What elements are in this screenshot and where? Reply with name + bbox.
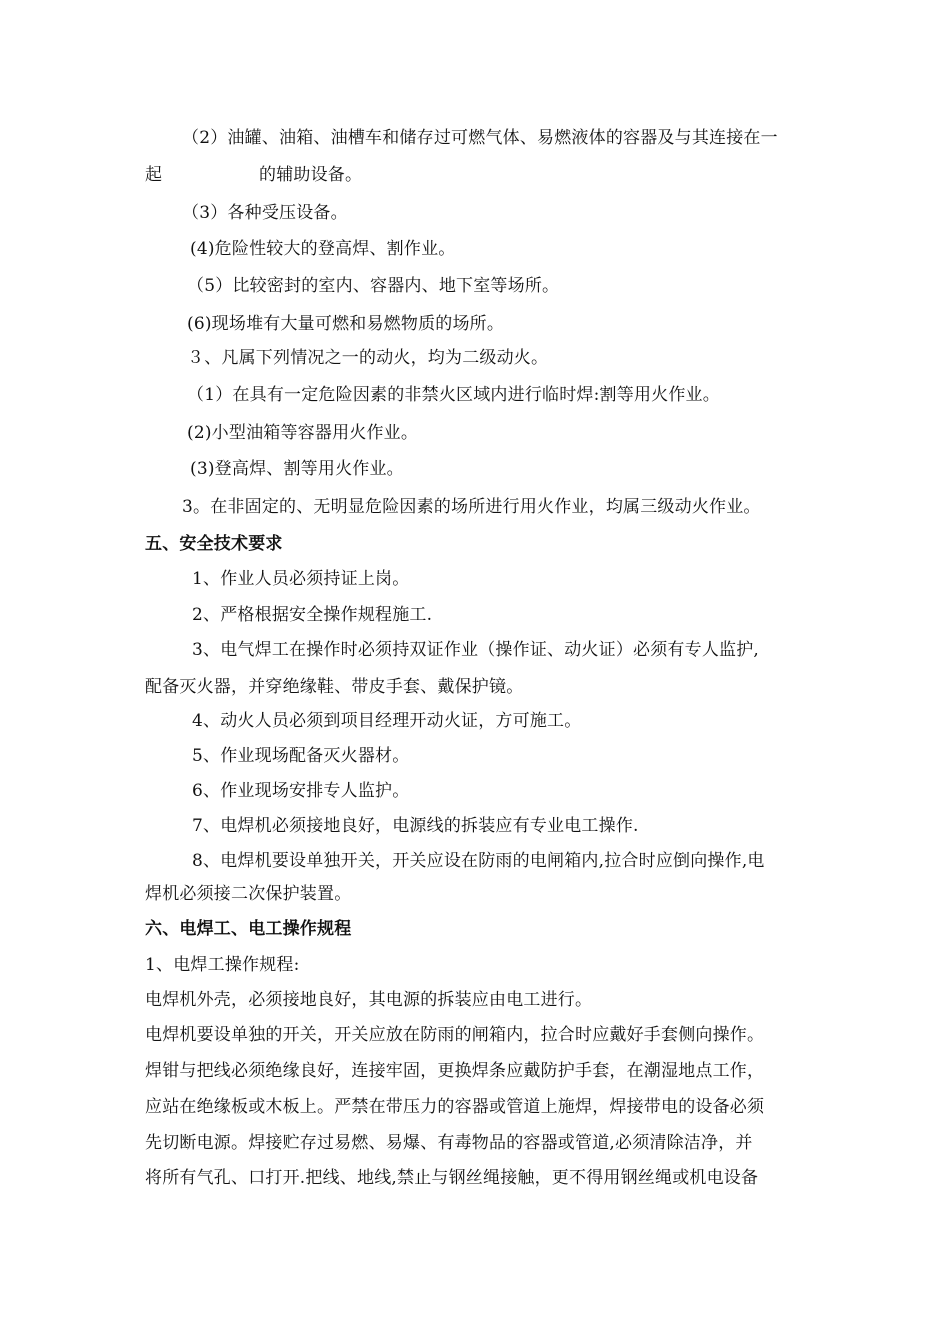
text-line: （2）油罐、油箱、油槽车和储存过可燃气体、易燃液体的容器及与其连接在一: [182, 128, 778, 148]
text-line: 5、作业现场配备灭火器材。: [192, 746, 410, 766]
text-line: (6)现场堆有大量可燃和易燃物质的场所。: [187, 314, 505, 334]
text-line: 3、电气焊工在操作时必须持双证作业（操作证、动火证）必须有专人监护,: [192, 640, 760, 660]
text-line: 7、电焊机必须接地良好，电源线的拆装应有专业电工操作.: [192, 816, 639, 836]
text-line: (4)危险性较大的登高焊、割作业。: [190, 239, 456, 259]
section-heading: 五、安全技术要求: [145, 534, 283, 554]
text-line: 起: [145, 165, 163, 185]
text-line: （1）在具有一定危险因素的非禁火区域内进行临时焊:割等用火作业。: [187, 385, 720, 405]
text-line: 8、电焊机要设单独开关，开关应设在防雨的电闸箱内,拉合时应倒向操作,电: [192, 851, 765, 871]
text-line: （3）各种受压设备。: [182, 203, 348, 223]
text-line: 电焊机外壳，必须接地良好，其电源的拆装应由电工进行。: [145, 990, 593, 1010]
text-line: 将所有气孔、口打开.把线、地线,禁止与钢丝绳接触，更不得用钢丝绳或机电设备: [145, 1168, 759, 1188]
text-line: 应站在绝缘板或木板上。严禁在带压力的容器或管道上施焊，焊接带电的设备必须: [145, 1097, 765, 1117]
text-line: 焊机必须接二次保护装置。: [145, 884, 352, 904]
text-line: 焊钳与把线必须绝缘良好，连接牢固，更换焊条应戴防护手套，在潮湿地点工作，: [145, 1061, 765, 1081]
section-heading: 六、电焊工、电工操作规程: [145, 919, 352, 939]
text-line: 先切断电源。焊接贮存过易燃、易爆、有毒物品的容器或管道,必须清除洁净，并: [145, 1133, 753, 1153]
text-line: 3。在非固定的、无明显危险因素的场所进行用火作业，均属三级动火作业。: [182, 497, 761, 517]
text-line: 2、严格根据安全操作规程施工.: [192, 605, 433, 625]
text-line: (2)小型油箱等容器用火作业。: [187, 423, 419, 443]
text-line: 配备灭火器，并穿绝缘鞋、带皮手套、戴保护镜。: [145, 677, 524, 697]
text-line: ３、凡属下列情况之一的动火，均为二级动火。: [187, 348, 549, 368]
text-line: （5）比较密封的室内、容器内、地下室等场所。: [187, 276, 560, 296]
text-line: 1、电焊工操作规程:: [145, 955, 300, 975]
text-line: 4、动火人员必须到项目经理开动火证，方可施工。: [192, 711, 582, 731]
text-line: 6、作业现场安排专人监护。: [192, 781, 410, 801]
text-line: 的辅助设备。: [259, 165, 363, 185]
text-line: 1、作业人员必须持证上岗。: [192, 569, 410, 589]
text-line: 电焊机要设单独的开关，开关应放在防雨的闸箱内，拉合时应戴好手套侧向操作。: [145, 1025, 765, 1045]
text-line: (3)登高焊、割等用火作业。: [190, 459, 404, 479]
